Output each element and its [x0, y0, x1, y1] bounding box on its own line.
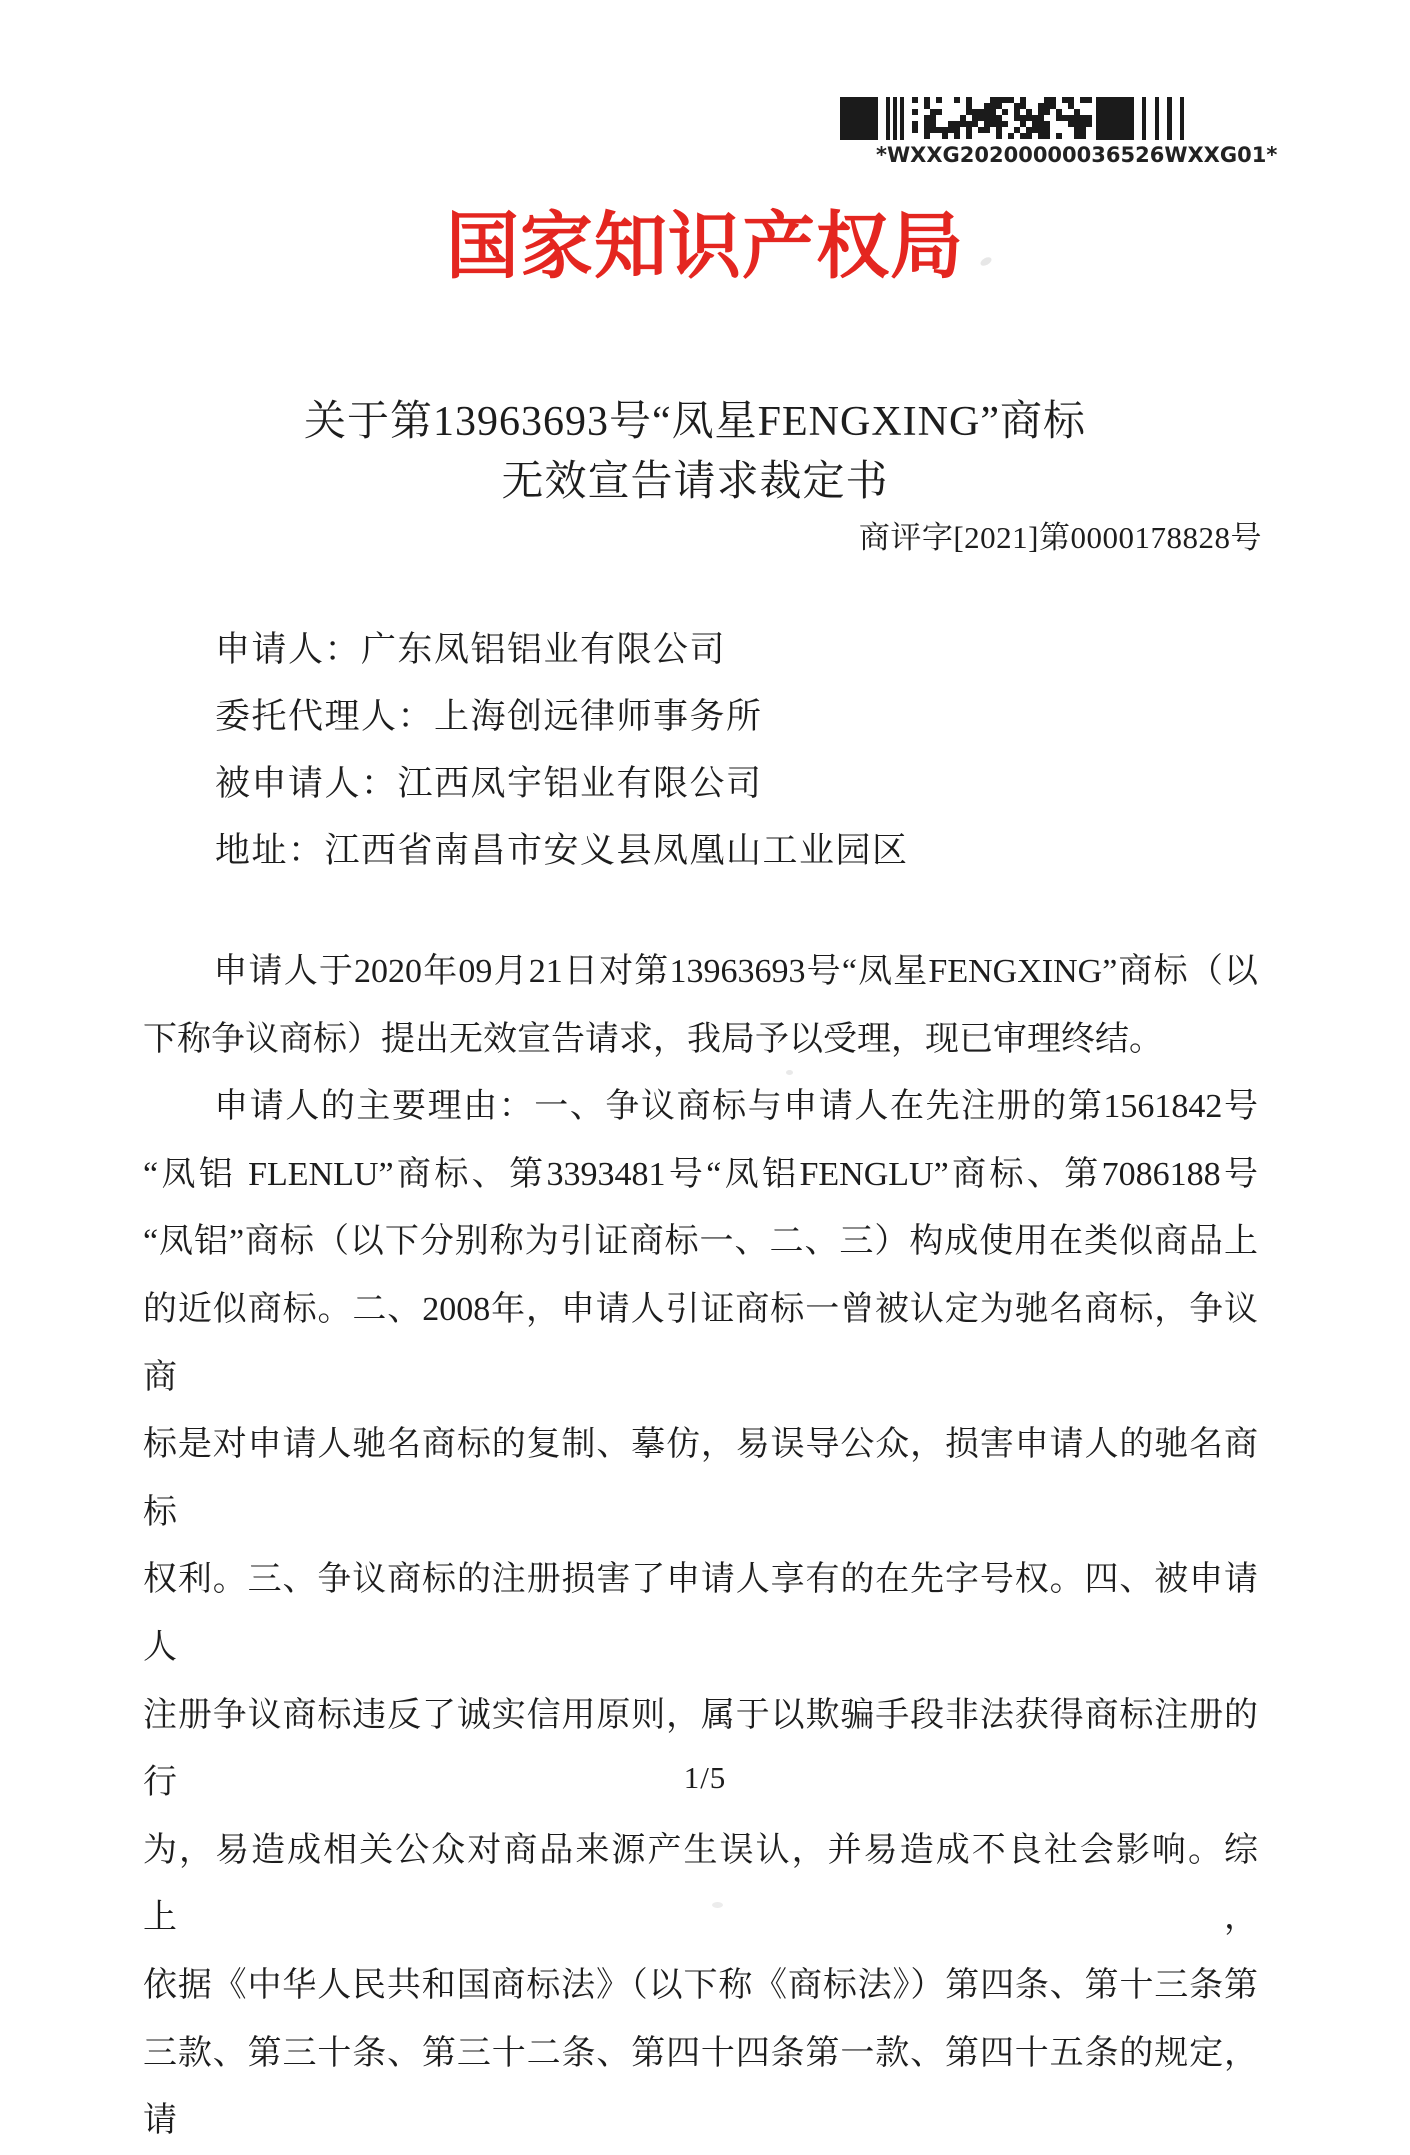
body-text [143, 938, 1258, 2155]
body-line: 三款、第三十条、第三十二条、第四十四条第一款、第四十五条的规定，请 [143, 2034, 1258, 2140]
body-line: 的近似商标。二、2008年，申请人引证商标一曾被认定为驰名商标，争议商 [143, 1290, 1258, 1396]
party-line: 委托代理人：上海创远律师事务所 [215, 697, 763, 736]
body-line: 标是对申请人驰名商标的复制、摹仿，易误导公众，损害申请人的驰名商标 [143, 1426, 1258, 1531]
barcode [840, 96, 1278, 167]
document-title-line1: 关于第13963693号“凤星FENGXING”商标 [304, 399, 1086, 445]
body-line: “凤铝 FLENLU”商标、第3393481号“凤铝FENGLU”商标、第7086188号 [143, 1155, 1258, 1193]
barcode-image [840, 96, 1196, 142]
party-line: 被申请人：江西凤宇铝业有限公司 [215, 764, 763, 803]
body-line: 依据《中华人民共和国商标法》（以下称《商标法》）第四条、第十三条第 [143, 1966, 1258, 2004]
scan-artifact [712, 1902, 723, 1908]
party-block [215, 616, 909, 884]
party-line: 地址：江西省南昌市安义县凤凰山工业园区 [215, 831, 909, 870]
agency-title: 国家知识产权局 [446, 206, 964, 287]
document-title [0, 392, 1390, 512]
party-line: 申请人：广东凤铝铝业有限公司 [215, 630, 727, 669]
document-title-line2: 无效宣告请求裁定书 [501, 459, 889, 505]
barcode-text: *WXXG20200000036526WXXG01* [876, 143, 1278, 167]
reference-number: 商评字[2021]第0000178828号 [858, 520, 1262, 555]
body-line: 权利。三、争议商标的注册损害了申请人享有的在先字号权。四、被申请人 [143, 1561, 1258, 1666]
body-line: 下称争议商标）提出无效宣告请求，我局予以受理，现已审理终结。 [143, 1020, 1163, 1058]
body-line: 申请人的主要理由：一、争议商标与申请人在先注册的第1561842号 [143, 1088, 1258, 1126]
body-line: 申请人于2020年09月21日对第13963693号“凤星FENGXING”商标（以 [143, 953, 1258, 990]
body-line: 为，易造成相关公众对商品来源产生误认，并易造成不良社会影响。综上， [143, 1831, 1258, 1937]
scan-artifact [786, 1070, 793, 1075]
body-line: “凤铝”商标（以下分别称为引证商标一、二、三）构成使用在类似商品上 [143, 1223, 1258, 1261]
body-line: 注册争议商标违反了诚实信用原则，属于以欺骗手段非法获得商标注册的行 [143, 1696, 1258, 1802]
page-number: 1/5 [683, 1760, 727, 1795]
